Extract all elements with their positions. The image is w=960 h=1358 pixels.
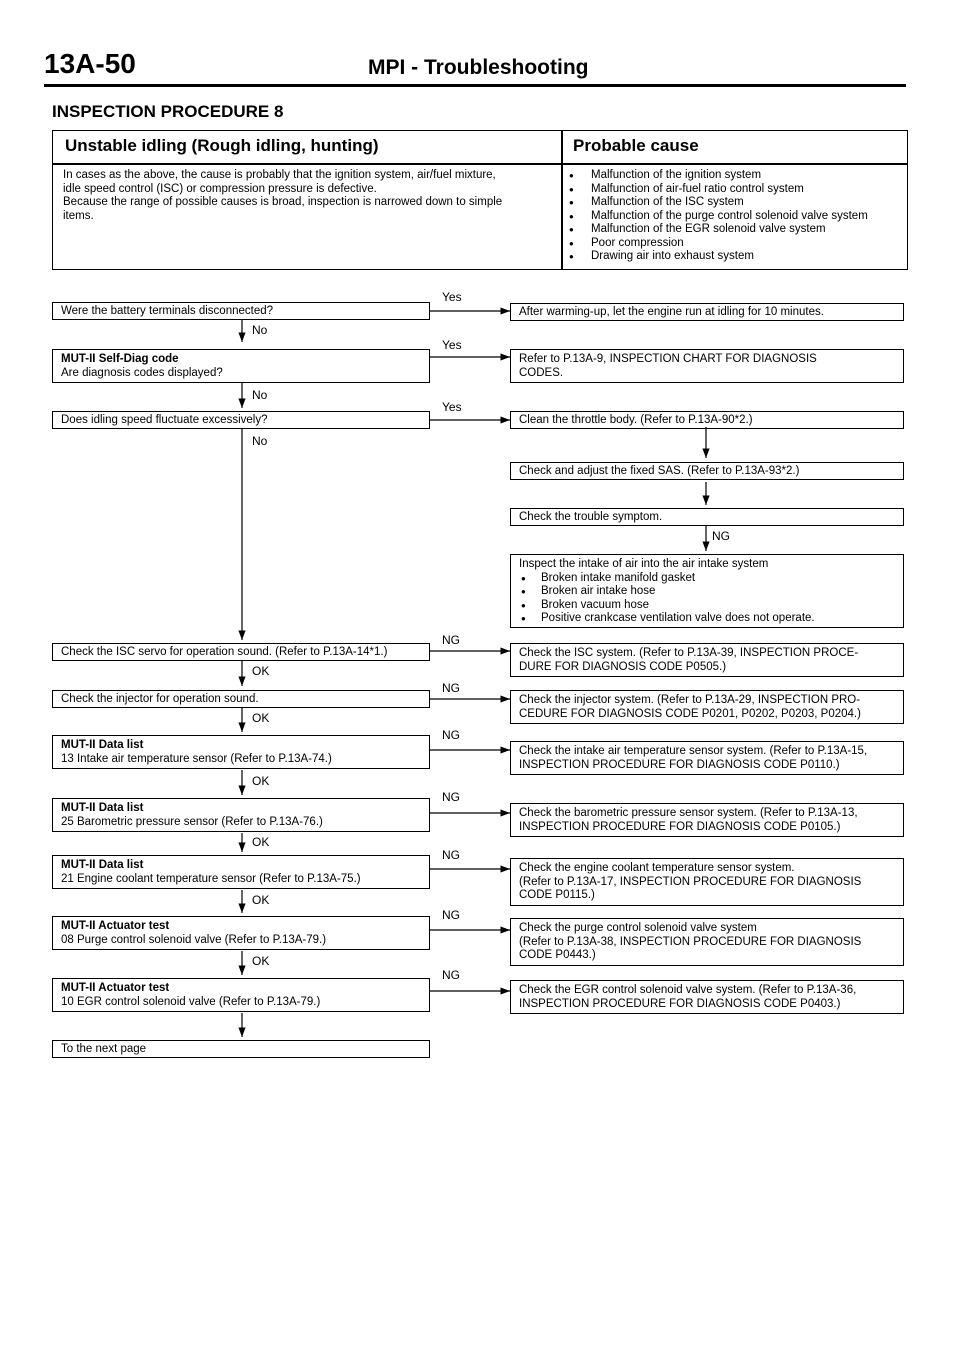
action-diagnosis-chart [510, 349, 904, 383]
step-actuator-test-08 [52, 916, 430, 950]
action-line: (Refer to P.13A-17, INSPECTION PROCEDURE FOR DIAGNOSIS [519, 875, 862, 888]
air-intake-item: ● Broken vacuum hose [519, 599, 895, 613]
step-title: MUT-II Actuator test [61, 982, 170, 994]
action-barometric-pressure [510, 803, 904, 837]
action-line: INSPECTION PROCEDURE FOR DIAGNOSIS CODE P0403.) [519, 997, 841, 1010]
step-battery-terminals [52, 302, 430, 320]
action-line: Check the ISC system. (Refer to P.13A-39, INSPECTION PROCE- [519, 647, 859, 659]
step-title: MUT-II Self-Diag code [61, 353, 179, 365]
action-line: INSPECTION PROCEDURE FOR DIAGNOSIS CODE P0105.) [519, 820, 841, 833]
cause-item: ● Malfunction of the EGR solenoid valve system [567, 223, 868, 237]
ng-label: NG [442, 633, 460, 647]
action-line: CODE P0115.) [519, 889, 595, 901]
ng-label: NG [712, 529, 730, 543]
ok-label: OK [252, 711, 270, 725]
step-next-page [52, 1040, 430, 1058]
action-purge-control [510, 918, 904, 966]
no-label: No [252, 388, 268, 402]
ng-label: NG [442, 908, 460, 922]
ok-label: OK [252, 835, 270, 849]
step-title: MUT-II Data list [61, 739, 144, 751]
no-label: No [252, 434, 268, 448]
air-intake-list [519, 572, 895, 626]
step-text: Check the injector for operation sound. [61, 693, 259, 705]
action-text: Clean the throttle body. (Refer to P.13A-90*2.) [519, 414, 753, 426]
step-text: To the next page [61, 1043, 147, 1055]
action-line: CEDURE FOR DIAGNOSIS CODE P0201, P0202, P0203, P0204.) [519, 707, 861, 720]
action-intake-air-temp [510, 741, 904, 775]
action-line: CODE P0443.) [519, 949, 596, 961]
probable-cause-title: Probable cause [573, 136, 699, 155]
yes-label: Yes [442, 338, 462, 352]
step-title: MUT-II Data list [61, 802, 144, 814]
ng-label: NG [442, 728, 460, 742]
action-line: Check the injector system. (Refer to P.13A-29, INSPECTION PRO- [519, 694, 861, 706]
step-title: MUT-II Actuator test [61, 920, 170, 932]
step-text: Does idling speed fluctuate excessively? [61, 414, 268, 426]
action-line: Check the EGR control solenoid valve system. (Refer to P.13A-36, [519, 984, 857, 996]
step-text: Check the ISC servo for operation sound. (Refer to P.13A-14*1.) [61, 646, 388, 658]
step-title: MUT-II Data list [61, 859, 144, 871]
step-self-diag-code [52, 349, 430, 383]
procedure-title: INSPECTION PROCEDURE 8 [52, 102, 284, 121]
cause-item: ● Malfunction of the ISC system [567, 196, 868, 210]
ng-label: NG [442, 848, 460, 862]
ng-label: NG [442, 681, 460, 695]
action-text: Check the trouble symptom. [519, 511, 663, 523]
action-text: After warming-up, let the engine run at idling for 10 minutes. [519, 306, 824, 318]
action-line: CODES. [519, 366, 564, 379]
action-warm-up [510, 303, 904, 321]
symptom-line: idle speed control (ISC) or compression pressure is defective. [63, 182, 377, 195]
step-actuator-test-10 [52, 978, 430, 1012]
air-intake-item: ● Broken air intake hose [519, 585, 895, 599]
cause-item: ● Malfunction of the purge control solenoid valve system [567, 210, 868, 224]
action-injector-system [510, 690, 904, 724]
page-title: MPI - Troubleshooting [368, 56, 589, 79]
air-intake-item: ● Positive crankcase ventilation valve does not operate. [519, 612, 895, 626]
air-intake-item: ● Broken intake manifold gasket [519, 572, 895, 586]
action-line: Check the engine coolant temperature sensor system. [519, 862, 795, 874]
step-data-list-21 [52, 855, 430, 889]
step-isc-servo [52, 643, 430, 661]
action-egr-control [510, 980, 904, 1014]
action-line: (Refer to P.13A-38, INSPECTION PROCEDURE FOR DIAGNOSIS [519, 935, 862, 948]
step-text: Were the battery terminals disconnected? [61, 305, 274, 317]
step-data-list-25 [52, 798, 430, 832]
step-injector-sound [52, 690, 430, 708]
symptom-line: In cases as the above, the cause is probably that the ignition system, air/fuel mixture, [63, 169, 496, 181]
ok-label: OK [252, 774, 270, 788]
action-isc-system [510, 643, 904, 677]
step-text: 10 EGR control solenoid valve (Refer to P.13A-79.) [61, 995, 321, 1008]
step-data-list-13 [52, 735, 430, 769]
action-line: Check the barometric pressure sensor system. (Refer to P.13A-13, [519, 807, 858, 819]
action-adjust-sas [510, 462, 904, 480]
symptom-title: Unstable idling (Rough idling, hunting) [65, 136, 379, 155]
yes-label: Yes [442, 400, 462, 414]
cause-item: ● Malfunction of the ignition system [567, 169, 868, 183]
action-line: Check the purge control solenoid valve system [519, 922, 757, 934]
action-text: Check and adjust the fixed SAS. (Refer to P.13A-93*2.) [519, 465, 800, 477]
step-text: Are diagnosis codes displayed? [61, 366, 223, 379]
action-line: Refer to P.13A-9, INSPECTION CHART FOR DIAGNOSIS [519, 353, 817, 365]
step-text: 25 Barometric pressure sensor (Refer to P.13A-76.) [61, 815, 323, 828]
cause-item: ● Drawing air into exhaust system [567, 250, 868, 264]
ng-label: NG [442, 790, 460, 804]
action-inspect-air-intake [510, 554, 904, 628]
action-line: DURE FOR DIAGNOSIS CODE P0505.) [519, 660, 727, 673]
cause-item: ● Malfunction of air-fuel ratio control system [567, 183, 868, 197]
action-line: Check the intake air temperature sensor system. (Refer to P.13A-15, [519, 745, 868, 757]
ok-label: OK [252, 954, 270, 968]
step-text: 08 Purge control solenoid valve (Refer to P.13A-79.) [61, 933, 327, 946]
symptom-line: items. [63, 209, 94, 222]
yes-label: Yes [442, 290, 462, 304]
action-clean-throttle [510, 411, 904, 429]
cause-item: ● Poor compression [567, 237, 868, 251]
ok-label: OK [252, 664, 270, 678]
action-trouble-symptom [510, 508, 904, 526]
action-coolant-temp [510, 858, 904, 906]
no-label: No [252, 323, 268, 337]
ok-label: OK [252, 893, 270, 907]
step-text: 13 Intake air temperature sensor (Refer to P.13A-74.) [61, 752, 332, 765]
page-number: 13A-50 [44, 48, 136, 79]
step-idle-fluctuate [52, 411, 430, 429]
step-text: 21 Engine coolant temperature sensor (Refer to P.13A-75.) [61, 872, 361, 885]
ng-label: NG [442, 968, 460, 982]
action-line: INSPECTION PROCEDURE FOR DIAGNOSIS CODE P0110.) [519, 758, 840, 771]
symptom-line: Because the range of possible causes is broad, inspection is narrowed down to simple [63, 196, 503, 208]
action-title: Inspect the intake of air into the air intake system [519, 558, 769, 570]
